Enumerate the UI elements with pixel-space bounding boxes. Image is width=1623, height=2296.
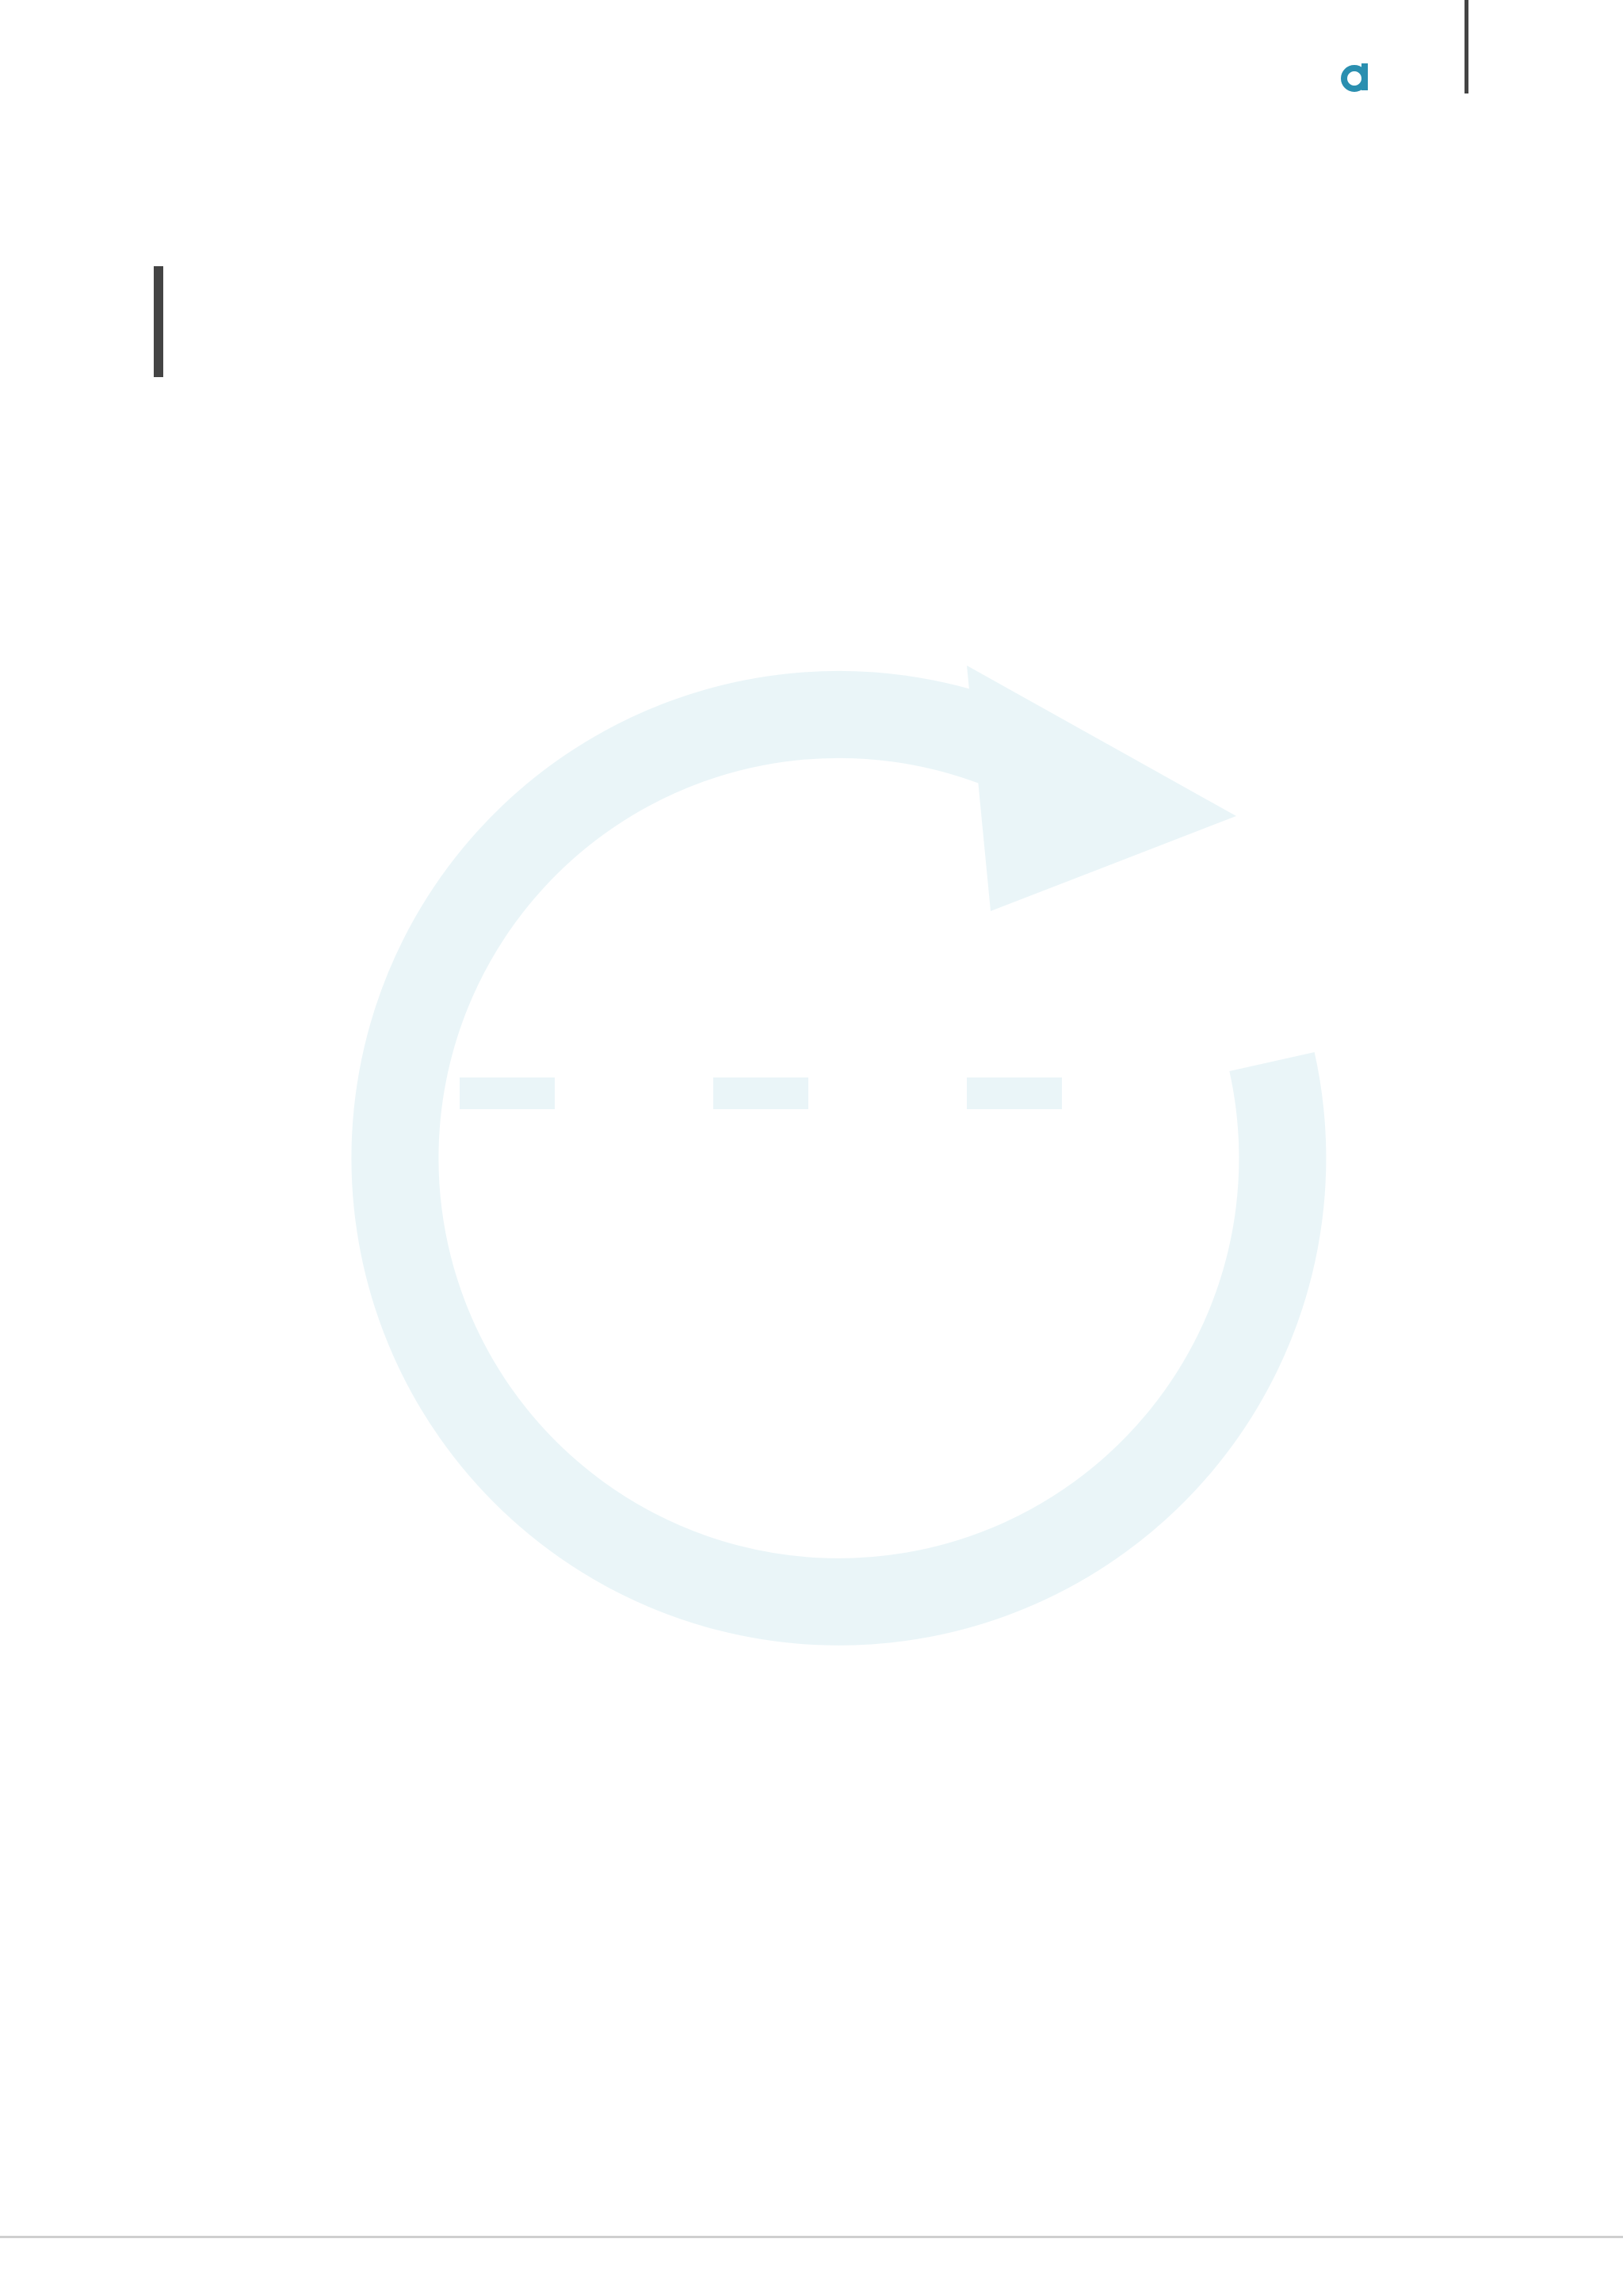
imu360-watermark-logo [301, 650, 1363, 1680]
header-divider [1465, 0, 1468, 93]
title-accent-bar [154, 266, 163, 377]
page-logo-icon [1339, 62, 1371, 93]
decorative-bottom-stripes [0, 2052, 1623, 2234]
page-number-block [1339, 54, 1385, 101]
footer-divider [0, 2236, 1623, 2238]
decorative-top-stripes [1244, 196, 1623, 231]
document-body [154, 420, 1471, 460]
